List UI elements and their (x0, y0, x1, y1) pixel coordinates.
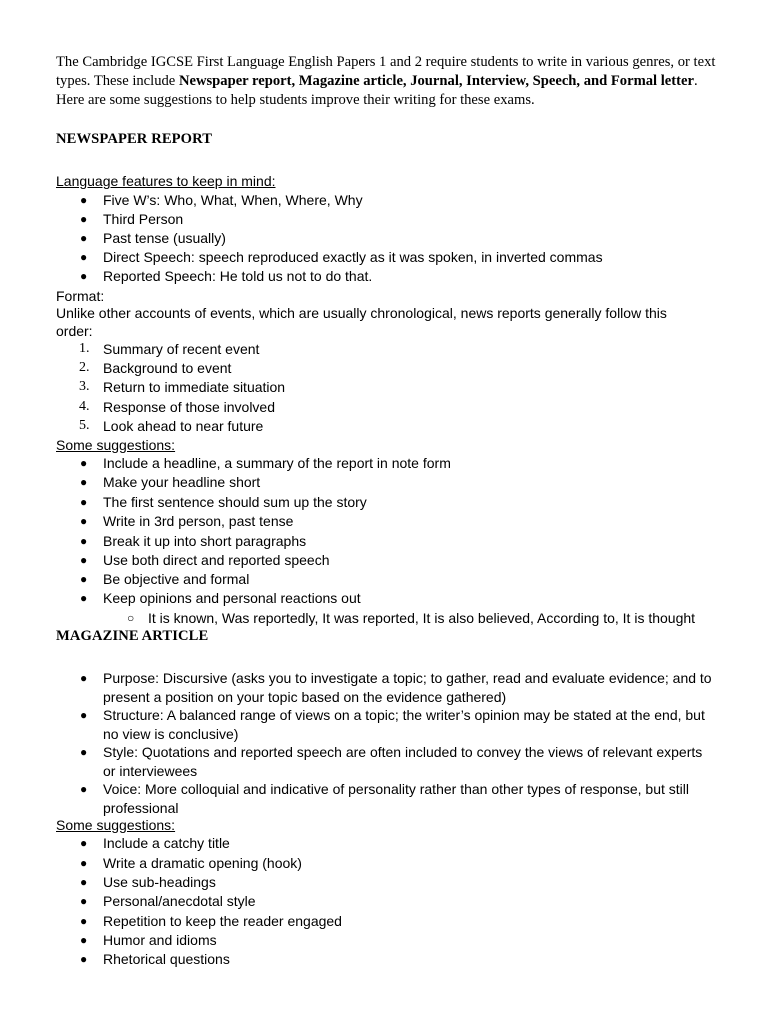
bullet-icon: ● (80, 875, 88, 889)
list-item: Five W’s: Who, What, When, Where, Why (103, 192, 363, 208)
bullet-icon: ● (80, 894, 88, 908)
list-item: Write in 3rd person, past tense (103, 513, 294, 529)
features-label: Language features to keep in mind: (56, 173, 276, 189)
list-item: Make your headline short (103, 474, 261, 490)
list-item: Repetition to keep the reader engaged (103, 913, 342, 929)
bullet-icon: ● (80, 836, 88, 850)
bullet-icon: ● (80, 212, 88, 226)
intro-paragraph (56, 53, 716, 110)
bullet-icon: ● (80, 495, 88, 509)
list-item: Use sub-headings (103, 874, 216, 890)
bullet-icon: ● (80, 475, 88, 489)
list-item: Include a catchy title (103, 835, 230, 851)
bullet-icon: ● (80, 914, 88, 928)
intro-text-end: . Here are some suggestions to help students improve their writing for these exams. (56, 73, 698, 108)
list-item: Direct Speech: speech reproduced exactly as it was spoken, in inverted commas (103, 249, 603, 265)
intro-genres-bold: Newspaper report, Magazine article, Journal, Interview, Speech, and Formal letter (178, 73, 694, 89)
newspaper-heading: NEWSPAPER REPORT (56, 131, 213, 147)
list-item: Look ahead to near future (103, 418, 264, 434)
list-number: 4. (79, 399, 90, 414)
bullet-icon: ● (80, 933, 88, 947)
list-item: Summary of recent event (103, 341, 260, 357)
list-item: Include a headline, a summary of the report in note form (103, 455, 451, 471)
format-text-line-2: order: (56, 323, 93, 339)
format-text-line-1: Unlike other accounts of events, which are usually chronological, news reports generally follow this (56, 305, 667, 321)
list-item: Style: Quotations and reported speech are often included to convey the views of relevant experts or interviewees (103, 744, 703, 779)
list-number: 3. (79, 379, 90, 394)
list-item: Keep opinions and personal reactions out (103, 590, 361, 606)
bullet-icon: ● (80, 952, 88, 966)
list-item: Humor and idioms (103, 932, 217, 948)
bullet-icon: ● (80, 708, 88, 722)
bullet-icon: ● (80, 534, 88, 548)
list-item: Structure: A balanced range of views on a topic; the writer’s opinion may be stated at the end, but no view is conclusive) (103, 707, 705, 742)
list-item: Personal/anecdotal style (103, 893, 256, 909)
bullet-icon: ● (80, 591, 88, 605)
hollow-bullet-icon: ○ (127, 611, 135, 625)
list-item: Rhetorical questions (103, 951, 230, 967)
bullet-icon: ● (80, 269, 88, 283)
intro-text-start: The Cambridge IGCSE First Language English Papers 1 and 2 require students to write in various genres, or text types. These include (56, 54, 716, 89)
bullet-icon: ● (80, 553, 88, 567)
bullet-icon: ● (80, 231, 88, 245)
list-item: Return to immediate situation (103, 379, 286, 395)
list-number: 2. (79, 360, 90, 375)
bullet-icon: ● (80, 745, 88, 759)
format-label: Format: (56, 288, 105, 304)
bullet-icon: ● (80, 193, 88, 207)
list-number: 1. (79, 341, 90, 356)
list-number: 5. (79, 418, 90, 433)
sub-list-item: It is known, Was reportedly, It was reported, It is also believed, According to, It is thought (148, 610, 696, 626)
bullet-icon: ● (80, 514, 88, 528)
newspaper-suggestions-label: Some suggestions: (56, 437, 176, 453)
bullet-icon: ● (80, 782, 88, 796)
list-item: Break it up into short paragraphs (103, 533, 307, 549)
list-item: Third Person (103, 211, 184, 227)
list-item: Voice: More colloquial and indicative of personality rather than other types of response, but still professional (103, 781, 689, 816)
magazine-heading: MAGAZINE ARTICLE (56, 628, 209, 644)
magazine-suggestions-label: Some suggestions: (56, 817, 176, 833)
bullet-icon: ● (80, 856, 88, 870)
list-item: Use both direct and reported speech (103, 552, 330, 568)
bullet-icon: ● (80, 250, 88, 264)
list-item: Background to event (103, 360, 232, 376)
list-item: The first sentence should sum up the story (103, 494, 367, 510)
list-item: Be objective and formal (103, 571, 250, 587)
list-item: Purpose: Discursive (asks you to investigate a topic; to gather, read and evaluate evidence; and to present a position on your topic based on the evidence gathered) (103, 670, 712, 705)
bullet-icon: ● (80, 456, 88, 470)
list-item: Reported Speech: He told us not to do that. (103, 268, 373, 284)
list-item: Response of those involved (103, 399, 275, 415)
bullet-icon: ● (80, 572, 88, 586)
list-item: Past tense (usually) (103, 230, 226, 246)
bullet-icon: ● (80, 671, 88, 685)
list-item: Write a dramatic opening (hook) (103, 855, 302, 871)
